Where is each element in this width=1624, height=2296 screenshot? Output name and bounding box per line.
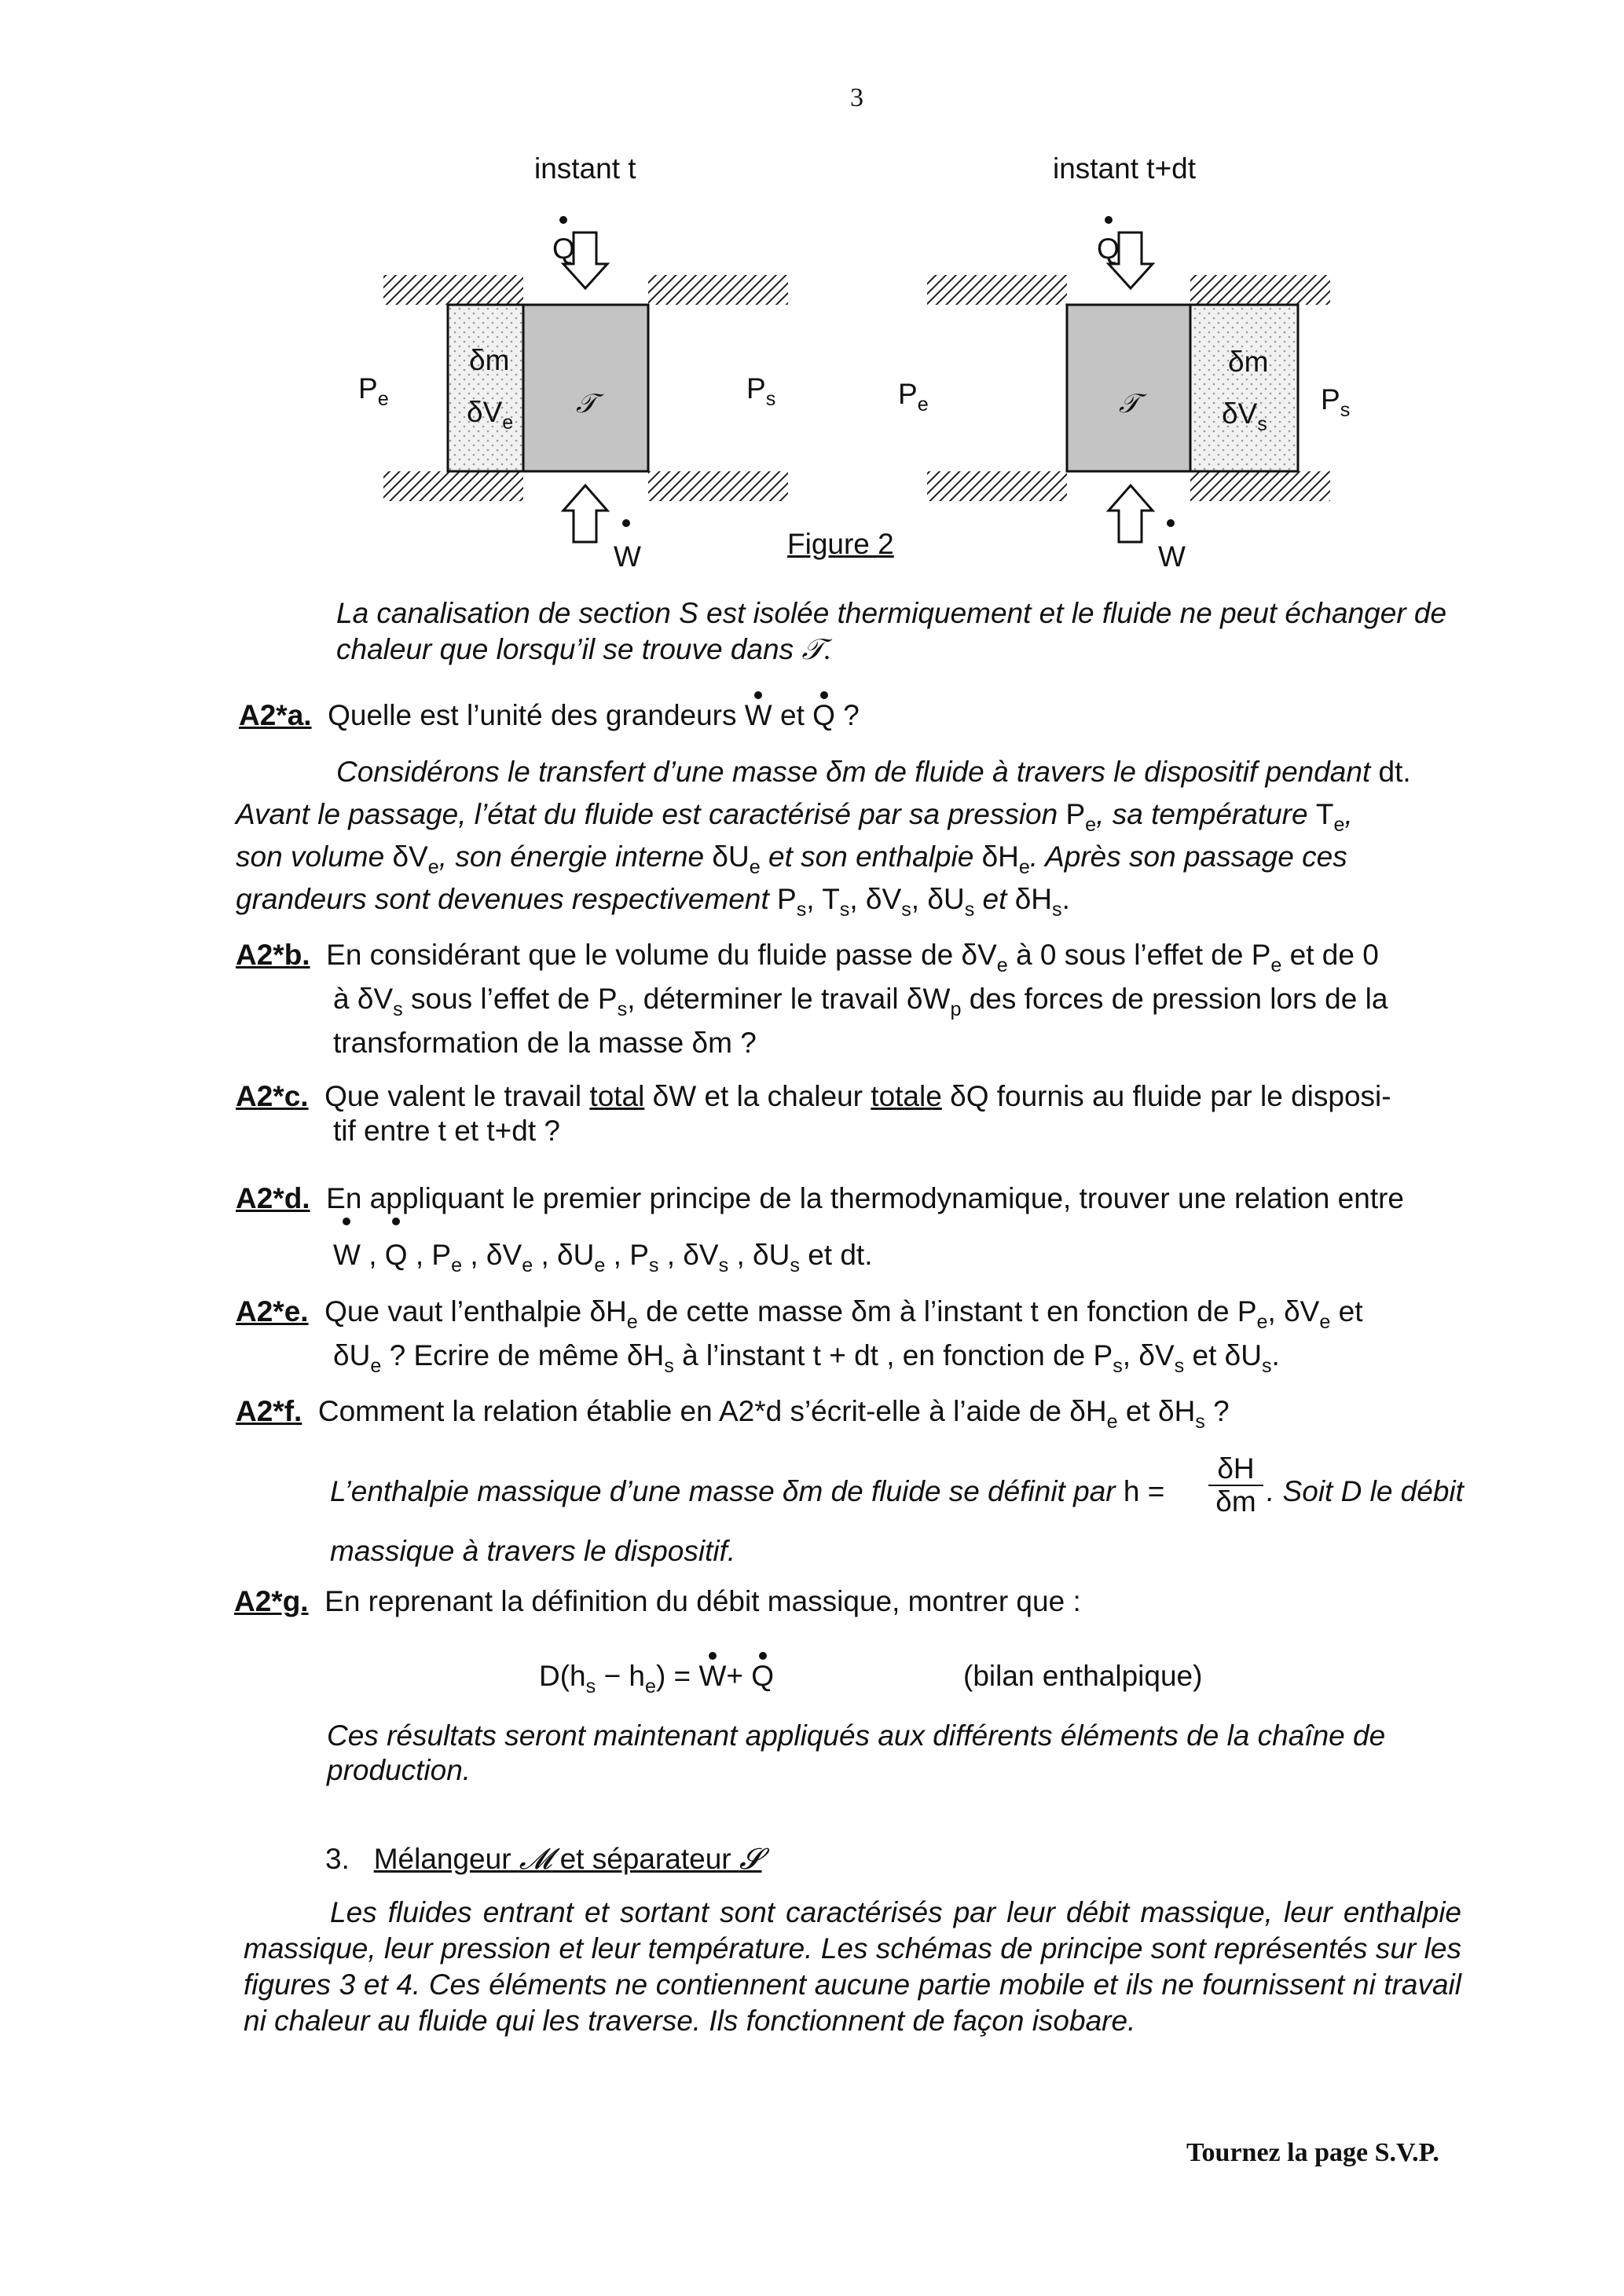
right-diagram: [927, 216, 1330, 542]
figure-2: [0, 0, 1624, 581]
section-3-heading: 3. Mélangeur 𝓜 et séparateur 𝓢: [325, 1843, 762, 1876]
right-dV-label: $\delta V_s$: [1222, 397, 1267, 435]
left-title: instant t: [534, 152, 636, 185]
left-bottom-wall-right: [648, 471, 788, 501]
left-Ps-label: $P_s$: [746, 372, 776, 410]
question-c: A2*c. Que valent le travail total δW et la chaleur totale δQ fournis au fluide par le disposi- tif entre t et t+dt ?: [236, 1080, 1391, 1147]
right-top-wall-right: [1190, 275, 1330, 305]
results-paragraph: Ces résultats seront maintenant appliqués aux différents éléments de la chaîne de production.: [327, 1719, 1386, 1786]
left-T-label: 𝒯: [576, 390, 597, 419]
section-3-paragraph: Les fluides entrant et sortant sont caractérisés par leur débit massique, leur enthalpie massique, leur pression et leur température. Les schémas de principe sont représentés sur les figures 3 et 4. Ces éléments ne contiennent aucune partie mobile et ils ne fournissent ni travail ni chaleur au fluide qui les traverse. Ils fonctionnent de façon isobare.: [244, 1896, 1461, 2037]
right-Ps-label: $P_s$: [1321, 383, 1351, 421]
footer-turn-page: Tournez la page S.V.P.: [1186, 2138, 1439, 2167]
left-Q-label: Q: [552, 233, 575, 265]
right-W-arrow-icon: [1109, 485, 1153, 542]
right-top-wall-left: [927, 275, 1067, 305]
enthalpy-definition: L’enthalpie massique d’une masse δm de fluide se définit par h = δH δm . Soit D le débit massique à travers le dispositif.: [330, 1452, 1464, 1567]
left-top-wall-right: [648, 275, 788, 305]
bilan-label: (bilan enthalpique): [963, 1660, 1203, 1692]
right-dm-label: δm: [1228, 346, 1269, 378]
question-e: A2*e. Que vaut l’enthalpie $\delta H_e$ de cette masse δm à l’instant t en fonction de $P_e$, $\delta V_e$ et $\delta U_e$ ? Ecrire de même $\delta H_s$ à l’instant t + dt , en fonction de $P_s$, $\delta V_s$ et $\delta U_s$.: [236, 1295, 1363, 1377]
right-Pe-label: $P_e$: [898, 378, 929, 416]
left-dm-volume: [448, 305, 523, 471]
question-b: A2*b. En considérant que le volume du fluide passe de $\delta V_e$ à 0 sous l’effet de $P_e$ et de 0 à $\delta V_s$ sous l’effet de $P_s$, déterminer le travail $\delta W_p$ des forces de pression lors de la transformation de la masse δm ?: [236, 939, 1388, 1059]
right-bottom-wall-right: [1190, 471, 1330, 501]
question-f: A2*f. Comment la relation établie en A2*d s’écrit-elle à l’aide de $\delta H_e$ et $\delta H_s$ ?: [236, 1395, 1230, 1433]
right-dm-volume: [1190, 305, 1298, 471]
question-d: A2*d. En appliquant le premier principe de la thermodynamique, trouver une relation entre W , Q , $P_e$ , $\delta V_e$ , $\delta U_e$ , $P_s$ , $\delta V_s$ , $\delta U_s$ et dt.: [236, 1170, 1404, 1283]
right-Q-label: Q: [1097, 233, 1120, 265]
left-Pe-label: $P_e$: [358, 372, 389, 410]
left-top-wall-left: [383, 275, 523, 305]
right-title: instant t+dt: [1053, 152, 1197, 185]
figure-drawing: [0, 0, 1624, 581]
right-W-label: W: [1158, 540, 1186, 573]
fraction: δH δm: [1208, 1453, 1263, 1518]
question-a: A2*a. Quelle est l’unité des grandeurs W et Q ?: [239, 699, 860, 731]
transfer-paragraph: Considérons le transfert d’une masse δm de fluide à travers le dispositif pendant dt. Avant le passage, l’état du fluide est caractérisé par sa pression $P_e$, sa température $T_e$, son volume $\delta V_e$, son énergie interne $\delta U_e$ et son enthalpie $\delta H_e$. Après son passage ces grandeurs sont devenues respectivement $P_s$, $T_s$, $\delta V_s$, $\delta U_s$ et $\delta H_s$.: [236, 756, 1411, 921]
left-dV-label: $\delta V_e$: [467, 396, 514, 434]
left-bottom-wall-left: [383, 471, 523, 501]
bilan-equation: $D(h_s - h_e) = W+ Q$: [539, 1660, 775, 1697]
right-T-label: 𝒯: [1119, 390, 1140, 419]
right-bottom-wall-left: [927, 471, 1067, 501]
figure-caption: Figure 2: [787, 528, 894, 560]
left-diagram: [383, 216, 788, 542]
question-g: A2*g. En reprenant la définition du débit massique, montrer que :: [234, 1585, 1081, 1617]
left-dm-label: δm: [469, 344, 510, 376]
right-T-region: [1067, 305, 1190, 471]
left-W-arrow-icon: [563, 485, 607, 542]
left-T-region: [523, 305, 648, 471]
intro-paragraph: La canalisation de section S est isolée thermiquement et le fluide ne peut échanger de chaleur que lorsqu’il se trouve dans 𝒯.: [336, 597, 1447, 666]
left-W-label: W: [614, 540, 641, 573]
page-number: 3: [850, 83, 863, 112]
